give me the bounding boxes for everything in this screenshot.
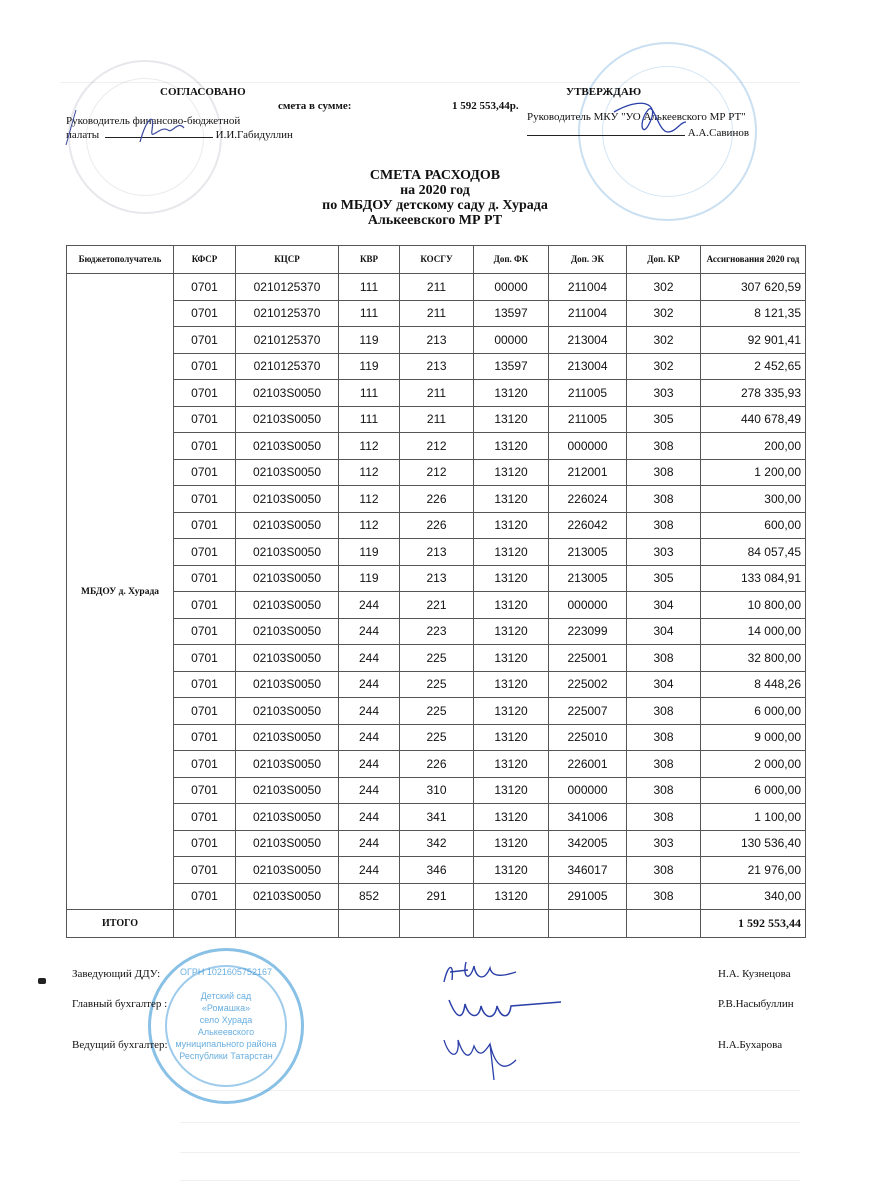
cell-kosgu: 212 [400, 433, 474, 460]
cell-kfsr: 0701 [174, 883, 236, 910]
cell-kvr: 852 [339, 883, 400, 910]
table-row [67, 406, 806, 433]
cell-allocation: 14 000,00 [701, 618, 806, 645]
cell-allocation: 21 976,00 [701, 857, 806, 884]
table-row [67, 512, 806, 539]
cell-kfsr: 0701 [174, 459, 236, 486]
table-row [67, 804, 806, 831]
cell-kfsr: 0701 [174, 592, 236, 619]
total-label: ИТОГО [67, 910, 174, 938]
cell-kfsr: 0701 [174, 539, 236, 566]
cell-dop-kr: 303 [627, 380, 701, 407]
cell-kosgu: 225 [400, 698, 474, 725]
cell-dop-fk: 13120 [474, 804, 549, 831]
stamp-line-6: Республики Татарстан [179, 1051, 273, 1061]
cell-dop-fk: 13120 [474, 406, 549, 433]
cell-dop-kr: 308 [627, 433, 701, 460]
cell-dop-ek: 225010 [549, 724, 627, 751]
cell-kosgu: 213 [400, 539, 474, 566]
title-line-1: СМЕТА РАСХОДОВ [369, 168, 501, 183]
cell-kcsr: 02103S0050 [236, 459, 339, 486]
table-row [67, 883, 806, 910]
cell-kcsr: 0210125370 [236, 274, 339, 301]
total-empty-cell [549, 910, 627, 938]
cell-kcsr: 02103S0050 [236, 565, 339, 592]
cell-kcsr: 0210125370 [236, 353, 339, 380]
cell-dop-ek: 000000 [549, 777, 627, 804]
cell-kcsr: 02103S0050 [236, 883, 339, 910]
table-row [67, 751, 806, 778]
cell-allocation: 307 620,59 [701, 274, 806, 301]
total-empty-cell [474, 910, 549, 938]
cell-kcsr: 02103S0050 [236, 724, 339, 751]
cell-kcsr: 02103S0050 [236, 751, 339, 778]
cell-kcsr: 02103S0050 [236, 592, 339, 619]
approval-left-signature-icon [60, 100, 200, 150]
cell-dop-kr: 305 [627, 565, 701, 592]
cell-kcsr: 02103S0050 [236, 645, 339, 672]
cell-kvr: 244 [339, 857, 400, 884]
cell-kfsr: 0701 [174, 724, 236, 751]
stamp-line-5: муниципального района [175, 1039, 277, 1049]
cell-dop-ek: 223099 [549, 618, 627, 645]
total-empty-cell [627, 910, 701, 938]
header-dop-fk: Доп. ФК [474, 246, 549, 274]
table-row [67, 539, 806, 566]
cell-dop-ek: 213004 [549, 327, 627, 354]
cell-kfsr: 0701 [174, 353, 236, 380]
cell-kvr: 244 [339, 804, 400, 831]
cell-dop-ek: 226042 [549, 512, 627, 539]
cell-dop-kr: 308 [627, 804, 701, 831]
cell-dop-fk: 00000 [474, 274, 549, 301]
cell-allocation: 200,00 [701, 433, 806, 460]
cell-dop-kr: 308 [627, 724, 701, 751]
approval-right-heading: УТВЕРЖДАЮ [566, 86, 642, 98]
cell-dop-fk: 13120 [474, 512, 549, 539]
approval-left-name: И.И.Габидуллин [215, 129, 293, 141]
document-title [250, 168, 620, 228]
cell-kcsr: 02103S0050 [236, 618, 339, 645]
cell-kcsr: 02103S0050 [236, 698, 339, 725]
cell-kfsr: 0701 [174, 406, 236, 433]
cell-dop-fk: 13120 [474, 618, 549, 645]
cell-kfsr: 0701 [174, 804, 236, 831]
cell-dop-fk: 13120 [474, 592, 549, 619]
cell-kfsr: 0701 [174, 751, 236, 778]
cell-dop-kr: 308 [627, 751, 701, 778]
cell-kvr: 112 [339, 433, 400, 460]
cell-kvr: 244 [339, 645, 400, 672]
cell-kvr: 244 [339, 671, 400, 698]
cell-allocation: 440 678,49 [701, 406, 806, 433]
signature-lead-accountant-icon [440, 1030, 520, 1090]
cell-kcsr: 02103S0050 [236, 512, 339, 539]
cell-dop-ek: 211004 [549, 274, 627, 301]
table-row [67, 327, 806, 354]
cell-kcsr: 02103S0050 [236, 406, 339, 433]
cell-kosgu: 310 [400, 777, 474, 804]
cell-kvr: 119 [339, 565, 400, 592]
scan-artifact-line [60, 82, 800, 83]
cell-kvr: 111 [339, 274, 400, 301]
table-row [67, 857, 806, 884]
cell-kvr: 244 [339, 751, 400, 778]
title-line-2: на 2020 год [400, 183, 470, 198]
cell-kfsr: 0701 [174, 857, 236, 884]
signature-name-lead-accountant: Н.А.Бухарова [718, 1039, 783, 1051]
header-dop-kr: Доп. КР [627, 246, 701, 274]
table-row [67, 645, 806, 672]
cell-dop-fk: 13120 [474, 724, 549, 751]
cell-kvr: 111 [339, 406, 400, 433]
cell-kfsr: 0701 [174, 671, 236, 698]
bleed-through-line [180, 1090, 800, 1091]
cell-kcsr: 02103S0050 [236, 777, 339, 804]
cell-dop-fk: 13120 [474, 777, 549, 804]
cell-kvr: 244 [339, 777, 400, 804]
cell-kcsr: 0210125370 [236, 327, 339, 354]
cell-dop-ek: 000000 [549, 433, 627, 460]
cell-allocation: 2 452,65 [701, 353, 806, 380]
table-row [67, 380, 806, 407]
header-kfsr: КФСР [174, 246, 236, 274]
estimate-sum-value: 1 592 553,44р. [452, 100, 519, 112]
cell-kcsr: 02103S0050 [236, 857, 339, 884]
cell-allocation: 133 084,91 [701, 565, 806, 592]
cell-dop-kr: 308 [627, 857, 701, 884]
cell-kcsr: 02103S0050 [236, 830, 339, 857]
cell-dop-kr: 308 [627, 883, 701, 910]
cell-kfsr: 0701 [174, 777, 236, 804]
cell-dop-fk: 00000 [474, 327, 549, 354]
header-kosgu: КОСГУ [400, 246, 474, 274]
cell-dop-fk: 13120 [474, 565, 549, 592]
cell-allocation: 8 448,26 [701, 671, 806, 698]
stamp-ogrn: ОГРН 1021605752167 [180, 967, 272, 977]
cell-dop-fk: 13597 [474, 300, 549, 327]
cell-allocation: 10 800,00 [701, 592, 806, 619]
cell-kvr: 119 [339, 327, 400, 354]
cell-kosgu: 223 [400, 618, 474, 645]
cell-dop-kr: 308 [627, 459, 701, 486]
cell-dop-fk: 13120 [474, 830, 549, 857]
cell-allocation: 32 800,00 [701, 645, 806, 672]
cell-dop-ek: 213004 [549, 353, 627, 380]
cell-allocation: 92 901,41 [701, 327, 806, 354]
cell-dop-fk: 13120 [474, 459, 549, 486]
total-empty-cell [339, 910, 400, 938]
cell-dop-ek: 211005 [549, 380, 627, 407]
cell-dop-kr: 303 [627, 539, 701, 566]
cell-kfsr: 0701 [174, 486, 236, 513]
cell-kosgu: 346 [400, 857, 474, 884]
approval-left-heading: СОГЛАСОВАНО [160, 86, 246, 98]
header-kvr: КВР [339, 246, 400, 274]
approval-right-position: Руководитель МКУ "УО Алькеевского МР РТ" [527, 111, 746, 123]
cell-kcsr: 02103S0050 [236, 804, 339, 831]
cell-allocation: 340,00 [701, 883, 806, 910]
cell-dop-fk: 13120 [474, 645, 549, 672]
expense-estimate-table [66, 245, 806, 938]
cell-dop-kr: 308 [627, 645, 701, 672]
approval-left-position-line1: Руководитель финансово-бюджетной [66, 115, 241, 127]
cell-dop-ek: 212001 [549, 459, 627, 486]
signature-name-head: Н.А. Кузнецова [718, 968, 791, 980]
cell-kfsr: 0701 [174, 380, 236, 407]
cell-allocation: 9 000,00 [701, 724, 806, 751]
cell-allocation: 278 335,93 [701, 380, 806, 407]
cell-kfsr: 0701 [174, 830, 236, 857]
title-line-4: Алькеевского МР РТ [367, 213, 503, 228]
table-row [67, 724, 806, 751]
signature-role-chief-accountant: Главный бухгалтер : [72, 998, 168, 1010]
cell-dop-ek: 225007 [549, 698, 627, 725]
table-row [67, 698, 806, 725]
cell-dop-ek: 213005 [549, 565, 627, 592]
cell-kosgu: 342 [400, 830, 474, 857]
signature-role-lead-accountant: Ведущий бухгалтер: [72, 1039, 168, 1051]
table-row [67, 353, 806, 380]
table-row [67, 830, 806, 857]
cell-dop-kr: 304 [627, 592, 701, 619]
table-row [67, 618, 806, 645]
total-empty-cell [236, 910, 339, 938]
cell-allocation: 2 000,00 [701, 751, 806, 778]
cell-dop-fk: 13120 [474, 671, 549, 698]
bleed-through-line [180, 1122, 800, 1123]
cell-dop-fk: 13120 [474, 486, 549, 513]
cell-dop-ek: 346017 [549, 857, 627, 884]
cell-kfsr: 0701 [174, 274, 236, 301]
cell-kfsr: 0701 [174, 327, 236, 354]
table-row [67, 592, 806, 619]
cell-allocation: 1 200,00 [701, 459, 806, 486]
cell-kosgu: 211 [400, 406, 474, 433]
cell-dop-ek: 225001 [549, 645, 627, 672]
table-row [67, 274, 806, 301]
stamp-line-4: Алькеевского [197, 1027, 255, 1037]
total-empty-cell [174, 910, 236, 938]
stray-mark-icon [38, 978, 46, 984]
cell-kosgu: 226 [400, 512, 474, 539]
approval-left-position-line2-text: палаты [66, 129, 100, 141]
cell-dop-kr: 304 [627, 671, 701, 698]
total-row [67, 910, 806, 938]
cell-dop-kr: 304 [627, 618, 701, 645]
cell-allocation: 84 057,45 [701, 539, 806, 566]
cell-dop-kr: 308 [627, 698, 701, 725]
cell-kcsr: 02103S0050 [236, 380, 339, 407]
bleed-through-line [180, 1180, 800, 1181]
cell-kosgu: 225 [400, 724, 474, 751]
header-dop-ek: Доп. ЭК [549, 246, 627, 274]
table-header-row [67, 246, 806, 274]
cell-kfsr: 0701 [174, 565, 236, 592]
total-empty-cell [400, 910, 474, 938]
cell-kvr: 119 [339, 353, 400, 380]
cell-kosgu: 225 [400, 671, 474, 698]
table-row [67, 671, 806, 698]
cell-allocation: 6 000,00 [701, 777, 806, 804]
cell-dop-kr: 302 [627, 300, 701, 327]
signature-name-chief-accountant: Р.В.Насыбуллин [718, 998, 794, 1010]
cell-allocation: 1 100,00 [701, 804, 806, 831]
cell-kvr: 112 [339, 459, 400, 486]
cell-dop-kr: 308 [627, 486, 701, 513]
cell-kosgu: 213 [400, 353, 474, 380]
cell-dop-fk: 13120 [474, 380, 549, 407]
cell-dop-ek: 341006 [549, 804, 627, 831]
cell-kcsr: 02103S0050 [236, 539, 339, 566]
signature-head-icon [440, 958, 520, 988]
header-kcsr: КЦСР [236, 246, 339, 274]
cell-kvr: 119 [339, 539, 400, 566]
cell-kcsr: 02103S0050 [236, 433, 339, 460]
table-row [67, 433, 806, 460]
cell-allocation: 6 000,00 [701, 698, 806, 725]
cell-kfsr: 0701 [174, 618, 236, 645]
cell-kfsr: 0701 [174, 512, 236, 539]
cell-kosgu: 226 [400, 751, 474, 778]
stamp-line-2: «Ромашка» [201, 1003, 251, 1013]
cell-kfsr: 0701 [174, 645, 236, 672]
cell-allocation: 8 121,35 [701, 300, 806, 327]
cell-allocation: 130 536,40 [701, 830, 806, 857]
estimate-sum-label: смета в сумме: [278, 100, 352, 112]
cell-dop-ek: 225002 [549, 671, 627, 698]
cell-kcsr: 02103S0050 [236, 671, 339, 698]
cell-kvr: 244 [339, 698, 400, 725]
cell-dop-ek: 342005 [549, 830, 627, 857]
recipient-cell: МБДОУ д. Хурада [67, 274, 174, 910]
approval-right-signature-icon [610, 92, 690, 142]
header-allocation-2020: Ассигнования 2020 год [701, 246, 806, 274]
cell-dop-kr: 308 [627, 777, 701, 804]
bleed-through-line [180, 1152, 800, 1153]
table-row [67, 300, 806, 327]
cell-kosgu: 213 [400, 327, 474, 354]
cell-kvr: 111 [339, 300, 400, 327]
cell-kosgu: 211 [400, 380, 474, 407]
header-recipient: Бюджетополучатель [67, 246, 174, 274]
cell-dop-ek: 226001 [549, 751, 627, 778]
cell-dop-ek: 226024 [549, 486, 627, 513]
cell-dop-ek: 211004 [549, 300, 627, 327]
signature-chief-accountant-icon [445, 990, 565, 1030]
cell-dop-ek: 211005 [549, 406, 627, 433]
cell-dop-ek: 213005 [549, 539, 627, 566]
cell-kvr: 112 [339, 486, 400, 513]
cell-dop-kr: 303 [627, 830, 701, 857]
stamp-line-3: село Хурада [199, 1015, 253, 1025]
cell-dop-kr: 302 [627, 274, 701, 301]
cell-dop-ek: 291005 [549, 883, 627, 910]
cell-kfsr: 0701 [174, 433, 236, 460]
cell-dop-fk: 13120 [474, 539, 549, 566]
cell-dop-ek: 000000 [549, 592, 627, 619]
cell-kvr: 244 [339, 618, 400, 645]
cell-kcsr: 02103S0050 [236, 486, 339, 513]
cell-kfsr: 0701 [174, 698, 236, 725]
cell-kvr: 112 [339, 512, 400, 539]
cell-kfsr: 0701 [174, 300, 236, 327]
approval-right-name: А.А.Савинов [687, 127, 750, 139]
cell-kosgu: 212 [400, 459, 474, 486]
table-row [67, 486, 806, 513]
organization-stamp [148, 948, 304, 1104]
cell-kosgu: 225 [400, 645, 474, 672]
cell-kosgu: 291 [400, 883, 474, 910]
table-row [67, 459, 806, 486]
cell-allocation: 300,00 [701, 486, 806, 513]
cell-dop-fk: 13120 [474, 698, 549, 725]
cell-dop-fk: 13120 [474, 883, 549, 910]
cell-dop-kr: 302 [627, 327, 701, 354]
cell-kcsr: 0210125370 [236, 300, 339, 327]
stamp-line-1: Детский сад [200, 991, 252, 1001]
cell-kvr: 244 [339, 724, 400, 751]
cell-kosgu: 211 [400, 300, 474, 327]
cell-dop-kr: 302 [627, 353, 701, 380]
cell-dop-kr: 308 [627, 512, 701, 539]
cell-allocation: 600,00 [701, 512, 806, 539]
title-line-3: по МБДОУ детскому саду д. Хурада [322, 198, 548, 213]
cell-dop-kr: 305 [627, 406, 701, 433]
cell-kosgu: 213 [400, 565, 474, 592]
cell-dop-fk: 13597 [474, 353, 549, 380]
cell-kvr: 111 [339, 380, 400, 407]
table-row [67, 777, 806, 804]
table-row [67, 565, 806, 592]
signature-role-head: Заведующий ДДУ: [72, 968, 161, 980]
cell-kosgu: 221 [400, 592, 474, 619]
cell-kosgu: 226 [400, 486, 474, 513]
total-amount: 1 592 553,44 [701, 910, 806, 938]
cell-kosgu: 211 [400, 274, 474, 301]
cell-dop-fk: 13120 [474, 857, 549, 884]
cell-kvr: 244 [339, 592, 400, 619]
cell-kosgu: 341 [400, 804, 474, 831]
cell-dop-fk: 13120 [474, 751, 549, 778]
cell-kvr: 244 [339, 830, 400, 857]
cell-dop-fk: 13120 [474, 433, 549, 460]
